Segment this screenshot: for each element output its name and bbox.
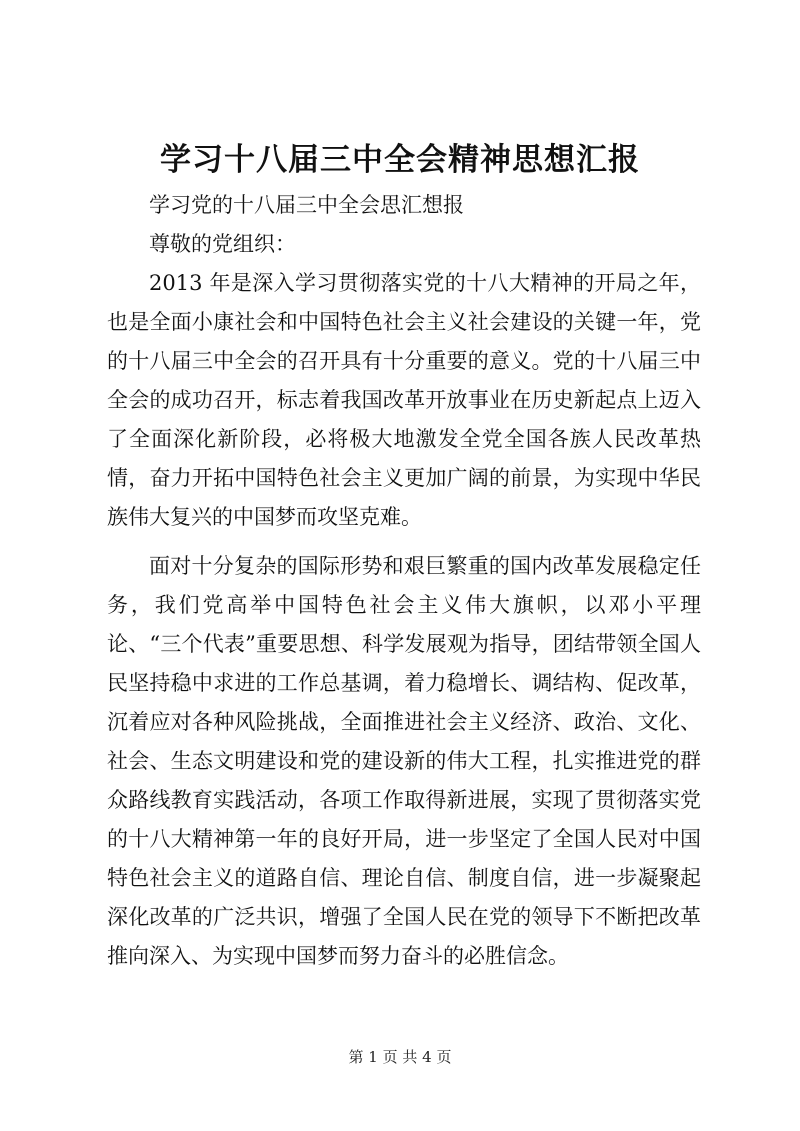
document-body bbox=[107, 186, 701, 976]
salutation-line: 尊敬的党组织： bbox=[149, 232, 296, 256]
page-title: 学习十八届三中全会精神思想汇报 bbox=[160, 142, 640, 178]
page-footer: 第 1 页 共 4 页 bbox=[348, 1048, 452, 1066]
paragraph-1: 2013 年是深入学习贯彻落实党的十八大精神的开局之年，也是全面小康社会和中国特色社会主义社会建设的关键一年，党的十八届三中全会的召开具有十分重要的意义。党的十八届三中全会的成功召开，标志着我国改革开放事业在历史新起点上迈入了全面深化新阶段，必将极大地激发全党全国各族人民改革热情，奋力开拓中国特色社会主义更加广阔的前景，为实现中华民族伟大复兴的中国梦而攻坚克难。 bbox=[107, 271, 701, 529]
paragraph-2: 面对十分复杂的国际形势和艰巨繁重的国内改革发展稳定任务，我们党高举中国特色社会主义伟大旗帜，以邓小平理论、“三个代表”重要思想、科学发展观为指导，团结带领全国人民坚持稳中求进的工作总基调，着力稳增长、调结构、促改革，沉着应对各种风险挑战，全面推进社会主义经济、政治、文化、社会、生态文明建设和党的建设新的伟大工程，扎实推进党的群众路线教育实践活动，各项工作取得新进展，实现了贯彻落实党的十八大精神第一年的良好开局，进一步坚定了全国人民对中国特色社会主义的道路自信、理论自信、制度自信，进一步凝聚起深化改革的广泛共识，增强了全国人民在党的领导下不断把改革推向深入、为实现中国梦而努力奋斗的必胜信念。 bbox=[107, 554, 701, 968]
subtitle-line: 学习党的十八届三中全会思汇想报 bbox=[149, 193, 464, 217]
